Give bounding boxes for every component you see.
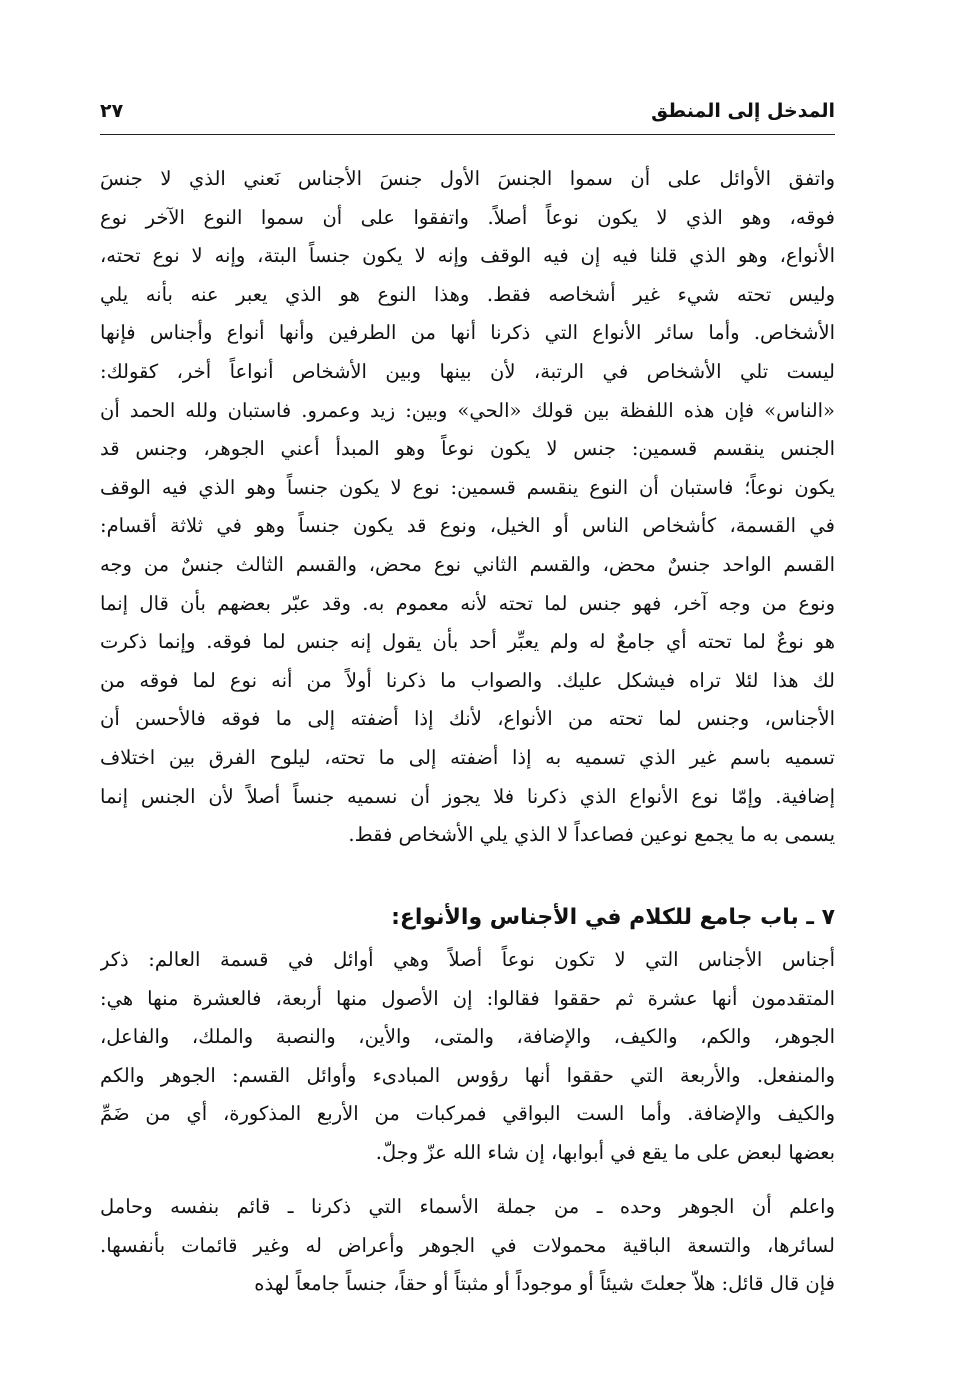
section-heading: ٧ ـ باب جامع للكلام في الأجناس والأنواع: [391, 905, 835, 930]
text-line: ونوع من وجه آخر، فهو جنس لما تحته لأنه معموم به. وقد عبّر بعضهم بأن قال إنما [100, 591, 835, 615]
text-line: يكون نوعاً؛ فاستبان أن النوع ينقسم قسمين: نوع لا يكون جنساً وهو الذي فيه الوقف [100, 475, 835, 499]
text-line: لسائرها، والتسعة الباقية محمولات في الجوهر وأعراض له وغير قائمات بأنفسها. [100, 1233, 835, 1257]
header-rule [100, 134, 835, 135]
text-line: واتفق الأوائل على أن سموا الجنسَ الأول جنسَ الأجناس نَعني الذي لا جنسَ [100, 167, 835, 190]
paragraph-2 [100, 941, 835, 1173]
text-line: وليس تحته شيء غير أشخاصه فقط. وهذا النوع هو الذي يعبر عنه بأنه يلي [100, 282, 835, 306]
text-line: الأجناس، وجنس لما تحته من الأنواع، لأنك إذا أضفته إلى ما فوقه فالأحسن أن [100, 707, 835, 731]
text-line: الأنواع، وهو الذي قلنا فيه إن فيه الوقف وإنه لا يكون جنساً البتة، وإنه لا نوع تحته، [100, 244, 835, 268]
text-line: الجنس ينقسم قسمين: جنس لا يكون نوعاً وهو المبدأ أعني الجوهر، وجنس قد [100, 437, 835, 461]
text-line: والمنفعل. والأربعة التي حققوا أنها رؤوس المبادىء وأوائل القسم: الجوهر والكم [100, 1063, 835, 1087]
text-line: فوقه، وهو الذي لا يكون نوعاً أصلاً. واتفقوا على أن سموا النوع الآخر نوع [100, 205, 835, 229]
text-line: ليست تلي الأشخاص في الرتبة، لأن بينها وبين الأشخاص أنواعاً أخر، كقولك: [100, 359, 835, 383]
text-line: الأشخاص. وأما سائر الأنواع التي ذكرنا أنها من الطرفين وأنها أنواع وأجناس فإنها [100, 321, 835, 345]
text-line: يسمى به ما يجمع نوعين فصاعداً لا الذي يلي الأشخاص فقط. [348, 823, 835, 847]
text-line: القسم الواحد جنسٌ محض، والقسم الثاني نوع محض، والقسم الثالث جنسٌ من وجه [100, 552, 835, 576]
text-line: إضافية. وإمّا نوع الأنواع الذي ذكرنا فلا يجوز أن نسميه جنساً أصلاً لأن الجنس إنما [100, 784, 835, 808]
text-line: في القسمة، كأشخاص الناس أو الخيل، ونوع قد يكون جنساً وهو في ثلاثة أقسام: [100, 514, 835, 538]
text-line: لك هذا لئلا تراه فيشكل عليك. والصواب ما ذكرنا أولاً من أنه نوع لما فوقه من [100, 668, 835, 692]
text-line: واعلم أن الجوهر وحده ـ من جملة الأسماء التي ذكرنا ـ قائم بنفسه وحامل [100, 1195, 835, 1218]
text-line: أجناس الأجناس التي لا تكون نوعاً أصلاً وهي أوائل في قسمة العالم: ذكر [100, 948, 835, 971]
running-title: المدخل إلى المنطق [651, 100, 835, 122]
text-line: تسميه باسم غير الذي تسميه به إذا أضفته إلى ما تحته، ليلوح الفرق بين اختلاف [100, 745, 835, 769]
paragraph-3 [100, 1188, 835, 1304]
text-line: والكيف والإضافة. وأما الست البواقي فمركبات من الأربع المذكورة، أي من ضَمِّ [100, 1102, 835, 1126]
text-line: بعضها لبعض على ما يقع في أبوابها، إن شاء الله عزّ وجلّ. [375, 1140, 835, 1164]
text-line: هو نوعٌ لما تحته أي جامعٌ له ولم يعبِّر أحد بأن يقول إنه جنس لما فوقه. وإنما ذكرت [100, 630, 835, 654]
text-line: فإن قال قائل: هلاّ جعلتَ شيئاً أو موجوداً أو مثبتاً أو حقاً، جنساً جامعاً لهذه [254, 1272, 835, 1296]
page-header [100, 98, 835, 132]
page-number: ٢٧ [100, 100, 124, 122]
text-line: المتقدمون أنها عشرة ثم حققوا فقالوا: إن الأصول منها أربعة، فالعشرة منها هي: [100, 986, 835, 1010]
paragraph-1 [100, 160, 835, 855]
text-line: «الناس» فإن هذه اللفظة بين قولك «الحي» وبين: زيد وعمرو. فاستبان ولله الحمد أن [100, 398, 835, 422]
text-line: الجوهر، والكم، والكيف، والإضافة، والمتى، والأين، والنصبة والملك، والفاعل، [100, 1025, 835, 1049]
